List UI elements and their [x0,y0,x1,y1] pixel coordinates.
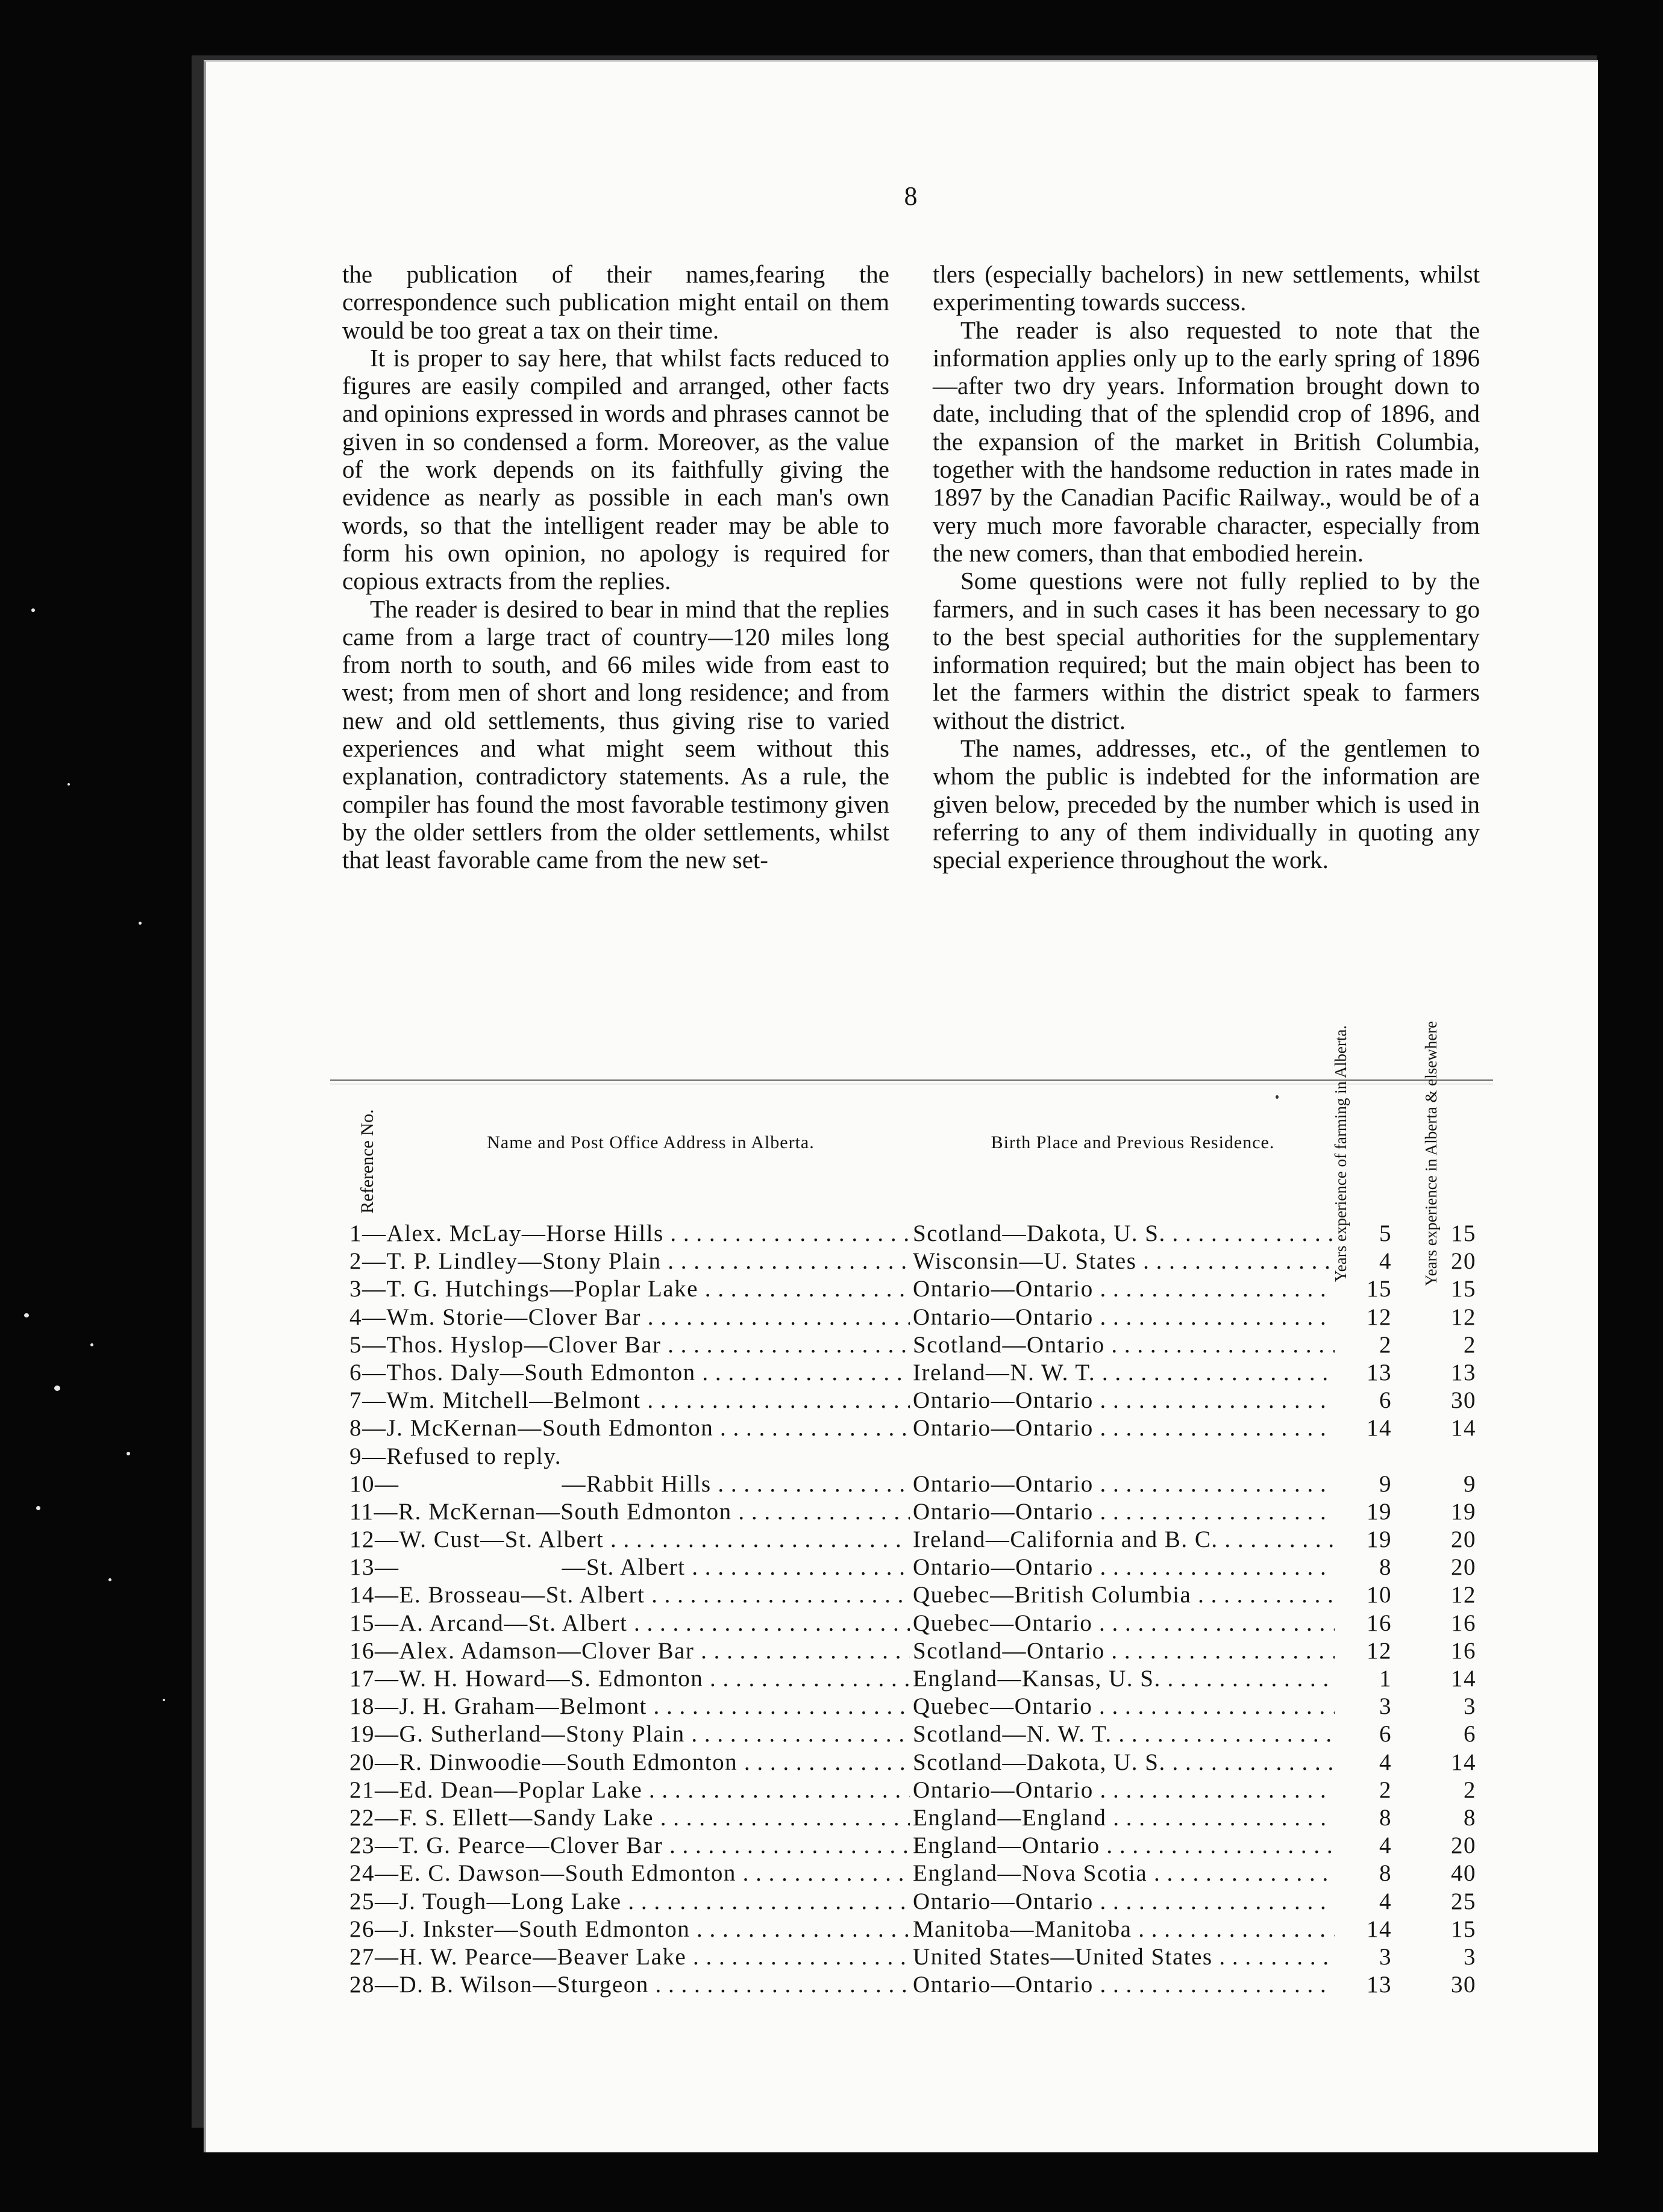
birth-cell: Ontario—Ontario . . . [913,1888,1335,1916]
name-cell: 3—T. G. Hutchings—Poplar Lake . . . [349,1275,910,1303]
name-cell: 8—J. McKernan—South Edmonton . . . [349,1414,910,1442]
birth-cell: Scotland—Ontario . . . [913,1637,1335,1665]
name-cell: 13— —St. Albert . . . [349,1554,910,1581]
years-alberta-cell: 12 [1367,1637,1392,1664]
years-total-cell: 14 [1451,1666,1476,1692]
years-total-cell: 8 [1464,1804,1476,1831]
years-alberta-cell: 19 [1367,1526,1392,1553]
years-alberta-cell: 19 [1367,1498,1392,1525]
paragraph: The reader is desired to bear in mind that the replies came from a large tract of country—120 miles long from north to south, and 66 miles wide from east to west; from men of short and long residence; and from new and old settlements, thus giving rise to varied experiences and what might seem without this explanation, contradictory statements. As a rule, the compiler has found the most favorable testimony given by the older settlers from the older settlements, whilst that least favorable came from the new set- [342,595,889,874]
name-cell: 15—A. Arcand—St. Albert . . . [349,1610,910,1637]
paragraph: It is proper to say here, that whilst facts reduced to figures are easily compiled and arranged, other facts and opinions expressed in words and phrases cannot be given in so condensed a form. Moreover, as the value of the work depends on its faithfully giving the evidence as nearly as possible in each man's own words, so that the intelligent reader may be able to form his own opinion, no apology is required for copious extracts from the replies. [342,343,889,595]
years-total-cell: 14 [1451,1415,1476,1442]
name-cell: 14—E. Brosseau—St. Albert . . . [349,1581,910,1609]
years-alberta-cell: 5 [1379,1220,1392,1246]
birth-cell: Ontario—Ontario . . . [913,1498,1335,1526]
name-cell: 20—R. Dinwoodie—South Edmonton . . . [349,1749,910,1776]
years-alberta-cell: 1 [1379,1666,1392,1692]
birth-cell: Ontario—Ontario . . . [913,1387,1335,1414]
header-reference [313,1107,422,1216]
paragraph: the publication of their names,fearing the correspondence such publication might entail on them would be too great a tax on their time. [342,260,889,344]
table-row [349,1610,1494,1637]
years-alberta-cell: 8 [1379,1554,1392,1581]
years-total-cell: 12 [1451,1304,1476,1330]
table-row [349,1693,1494,1720]
table-row [349,1470,1494,1498]
table-row [349,1971,1494,1999]
years-total-cell: 13 [1451,1359,1476,1386]
birth-cell: United States—United States . . . [913,1943,1335,1971]
years-total-cell: 16 [1451,1610,1476,1636]
years-total-cell: 6 [1464,1721,1476,1748]
birth-cell: Ontario—Ontario . . . [913,1776,1335,1804]
birth-cell: Quebec—Ontario . . . [913,1610,1335,1637]
birth-cell: Ontario—Ontario . . . [913,1971,1335,1999]
paragraph: Some questions were not fully replied to by the farmers, and in such cases it has been necessary to go to the best special authorities for the supplementary information required; but the main object has been to let the farmers within the district speak to farmers without the district. [933,567,1480,734]
name-cell: 7—Wm. Mitchell—Belmont . . . [349,1387,910,1414]
years-alberta-cell: 14 [1367,1916,1392,1942]
years-total-cell: 20 [1451,1832,1476,1859]
name-cell: 9—Refused to reply. [349,1443,562,1469]
birth-cell: Scotland—Dakota, U. S. . . . [913,1220,1335,1248]
birth-cell: England—Kansas, U. S. . . . [913,1665,1335,1693]
table-row [349,1804,1494,1832]
name-cell: 22—F. S. Ellett—Sandy Lake . . . [349,1804,910,1832]
name-cell: 17—W. H. Howard—S. Edmonton . . . [349,1665,910,1693]
table-row [349,1637,1494,1665]
name-cell: 11—R. McKernan—South Edmonton . . . [349,1498,910,1526]
years-alberta-cell: 14 [1367,1415,1392,1442]
years-total-cell: 2 [1464,1776,1476,1803]
table-row [349,1581,1494,1609]
name-cell: 12—W. Cust—St. Albert . . . [349,1526,910,1554]
years-total-cell: 20 [1451,1248,1476,1275]
table-row [349,1275,1494,1303]
years-alberta-cell: 15 [1367,1276,1392,1302]
name-cell: 1—Alex. McLay—Horse Hills . . . [349,1220,910,1248]
years-alberta-cell: 13 [1367,1972,1392,1998]
birth-cell: Quebec—British Columbia . . . [913,1581,1335,1609]
table-row [349,1443,1494,1470]
years-alberta-cell: 2 [1379,1776,1392,1803]
name-cell: 19—G. Sutherland—Stony Plain . . . [349,1720,910,1748]
name-cell: 10— —Rabbit Hills . . . [349,1470,910,1498]
birth-cell: Ontario—Ontario . . . [913,1304,1335,1331]
table-row [349,1414,1494,1442]
table-row [349,1387,1494,1414]
birth-cell: Ireland—California and B. C. . . . [913,1526,1335,1554]
table-row [349,1498,1494,1526]
header-years-total-label: Years experience in Alberta & elsewhere [1422,1020,1440,1287]
settlers-table [349,1220,1494,1999]
years-total-cell: 30 [1451,1387,1476,1414]
header-years-alberta [1320,1025,1362,1283]
years-alberta-cell: 13 [1367,1359,1392,1386]
birth-cell: Scotland—Dakota, U. S. . . . [913,1749,1335,1776]
birth-cell: Ontario—Ontario . . . [913,1470,1335,1498]
years-alberta-cell: 16 [1367,1610,1392,1636]
right-text-column [933,260,1480,874]
table-row [349,1359,1494,1387]
years-alberta-cell: 6 [1379,1721,1392,1748]
birth-cell: Ontario—Ontario . . . [913,1275,1335,1303]
header-years-total [1410,1020,1452,1287]
years-total-cell: 16 [1451,1637,1476,1664]
table-row [349,1720,1494,1748]
left-text-column [342,260,889,874]
birth-cell: England—Ontario . . . [913,1832,1335,1860]
birth-cell: Wisconsin—U. States . . . [913,1248,1335,1275]
table-row [349,1860,1494,1887]
birth-cell: England—England . . . [913,1804,1335,1832]
birth-cell: England—Nova Scotia . . . [913,1860,1335,1887]
table-row [349,1526,1494,1554]
years-total-cell: 14 [1451,1749,1476,1775]
birth-cell: Scotland—N. W. T. . . . [913,1720,1335,1748]
birth-cell: Ontario—Ontario . . . [913,1554,1335,1581]
years-alberta-cell: 3 [1379,1943,1392,1970]
years-alberta-cell: 4 [1379,1749,1392,1775]
name-cell: 21—Ed. Dean—Poplar Lake . . . [349,1776,910,1804]
table-row [349,1220,1494,1248]
name-cell: 27—H. W. Pearce—Beaver Lake . . . [349,1943,910,1971]
years-alberta-cell: 3 [1379,1693,1392,1720]
years-alberta-cell: 9 [1379,1470,1392,1497]
birth-cell: Quebec—Ontario . . . [913,1693,1335,1720]
header-birth-place: Birth Place and Previous Residence. [991,1133,1275,1152]
table-top-rule [330,1079,1493,1081]
years-total-cell: 3 [1464,1693,1476,1720]
years-total-cell: 30 [1451,1972,1476,1998]
years-total-cell: 20 [1451,1554,1476,1581]
years-total-cell: 2 [1464,1331,1476,1358]
years-alberta-cell: 10 [1367,1582,1392,1608]
birth-cell: Ontario—Ontario . . . [913,1414,1335,1442]
years-total-cell: 12 [1451,1582,1476,1608]
name-cell: 2—T. P. Lindley—Stony Plain . . . [349,1248,910,1275]
name-cell: 6—Thos. Daly—South Edmonton . . . [349,1359,910,1387]
birth-cell: Ireland—N. W. T. . . . [913,1359,1335,1387]
years-total-cell: 9 [1464,1470,1476,1497]
years-total-cell: 15 [1451,1276,1476,1302]
name-cell: 4—Wm. Storie—Clover Bar . . . [349,1304,910,1331]
table-row [349,1916,1494,1943]
years-alberta-cell: 4 [1379,1248,1392,1275]
name-cell: 25—J. Tough—Long Lake . . . [349,1888,910,1916]
name-cell: 5—Thos. Hyslop—Clover Bar . . . [349,1331,910,1359]
years-total-cell: 15 [1451,1916,1476,1942]
table-row [349,1665,1494,1693]
years-total-cell: 19 [1451,1498,1476,1525]
header-reference-label: Reference No. [357,1109,377,1214]
table-row [349,1331,1494,1359]
table-row [349,1776,1494,1804]
years-alberta-cell: 4 [1379,1888,1392,1914]
paragraph: The reader is also requested to note that the information applies only up to the early spring of 1896—after two dry years. Information brought down to date, including that of the splendid crop of 1896, and the expansion of the market in British Columbia, together with the handsome reduction in rates made in 1897 by the Canadian Pacific Railway., would be of a very much more favorable character, especially from the new comers, than that embodied herein. [933,316,1480,567]
header-years-alberta-label: Years experience of farming in Alberta. [1332,1025,1350,1283]
years-total-cell: 25 [1451,1888,1476,1914]
years-alberta-cell: 6 [1379,1387,1392,1414]
years-alberta-cell: 12 [1367,1304,1392,1330]
paragraph: tlers (especially bachelors) in new settlements, whilst experimenting towards success. [933,260,1480,316]
table-row [349,1304,1494,1331]
name-cell: 24—E. C. Dawson—South Edmonton . . . [349,1860,910,1887]
birth-cell: Scotland—Ontario . . . [913,1331,1335,1359]
years-alberta-cell: 2 [1379,1331,1392,1358]
table-row [349,1554,1494,1581]
years-total-cell: 15 [1451,1220,1476,1246]
paragraph: The names, addresses, etc., of the gentlemen to whom the public is indebted for the information are given below, preceded by the number which is used in referring to any of them individually in quoting any special experience throughout the work. [933,734,1480,874]
name-cell: 26—J. Inkster—South Edmonton . . . [349,1916,910,1943]
birth-cell: Manitoba—Manitoba . . . [913,1916,1335,1943]
ink-mark [1276,1095,1279,1099]
years-total-cell: 3 [1464,1943,1476,1970]
years-total-cell: 40 [1451,1860,1476,1887]
name-cell: 16—Alex. Adamson—Clover Bar . . . [349,1637,910,1665]
table-row [349,1943,1494,1971]
name-cell: 18—J. H. Graham—Belmont . . . [349,1693,910,1720]
table-row [349,1888,1494,1916]
table-row [349,1749,1494,1776]
years-alberta-cell: 8 [1379,1804,1392,1831]
header-name-address: Name and Post Office Address in Alberta. [487,1133,815,1152]
name-cell: 23—T. G. Pearce—Clover Bar . . . [349,1832,910,1860]
page-number: 8 [904,181,918,211]
table-row [349,1248,1494,1275]
years-total-cell: 20 [1451,1526,1476,1553]
name-cell: 28—D. B. Wilson—Sturgeon . . . [349,1971,910,1999]
years-alberta-cell: 8 [1379,1860,1392,1887]
table-row [349,1832,1494,1860]
years-alberta-cell: 4 [1379,1832,1392,1859]
